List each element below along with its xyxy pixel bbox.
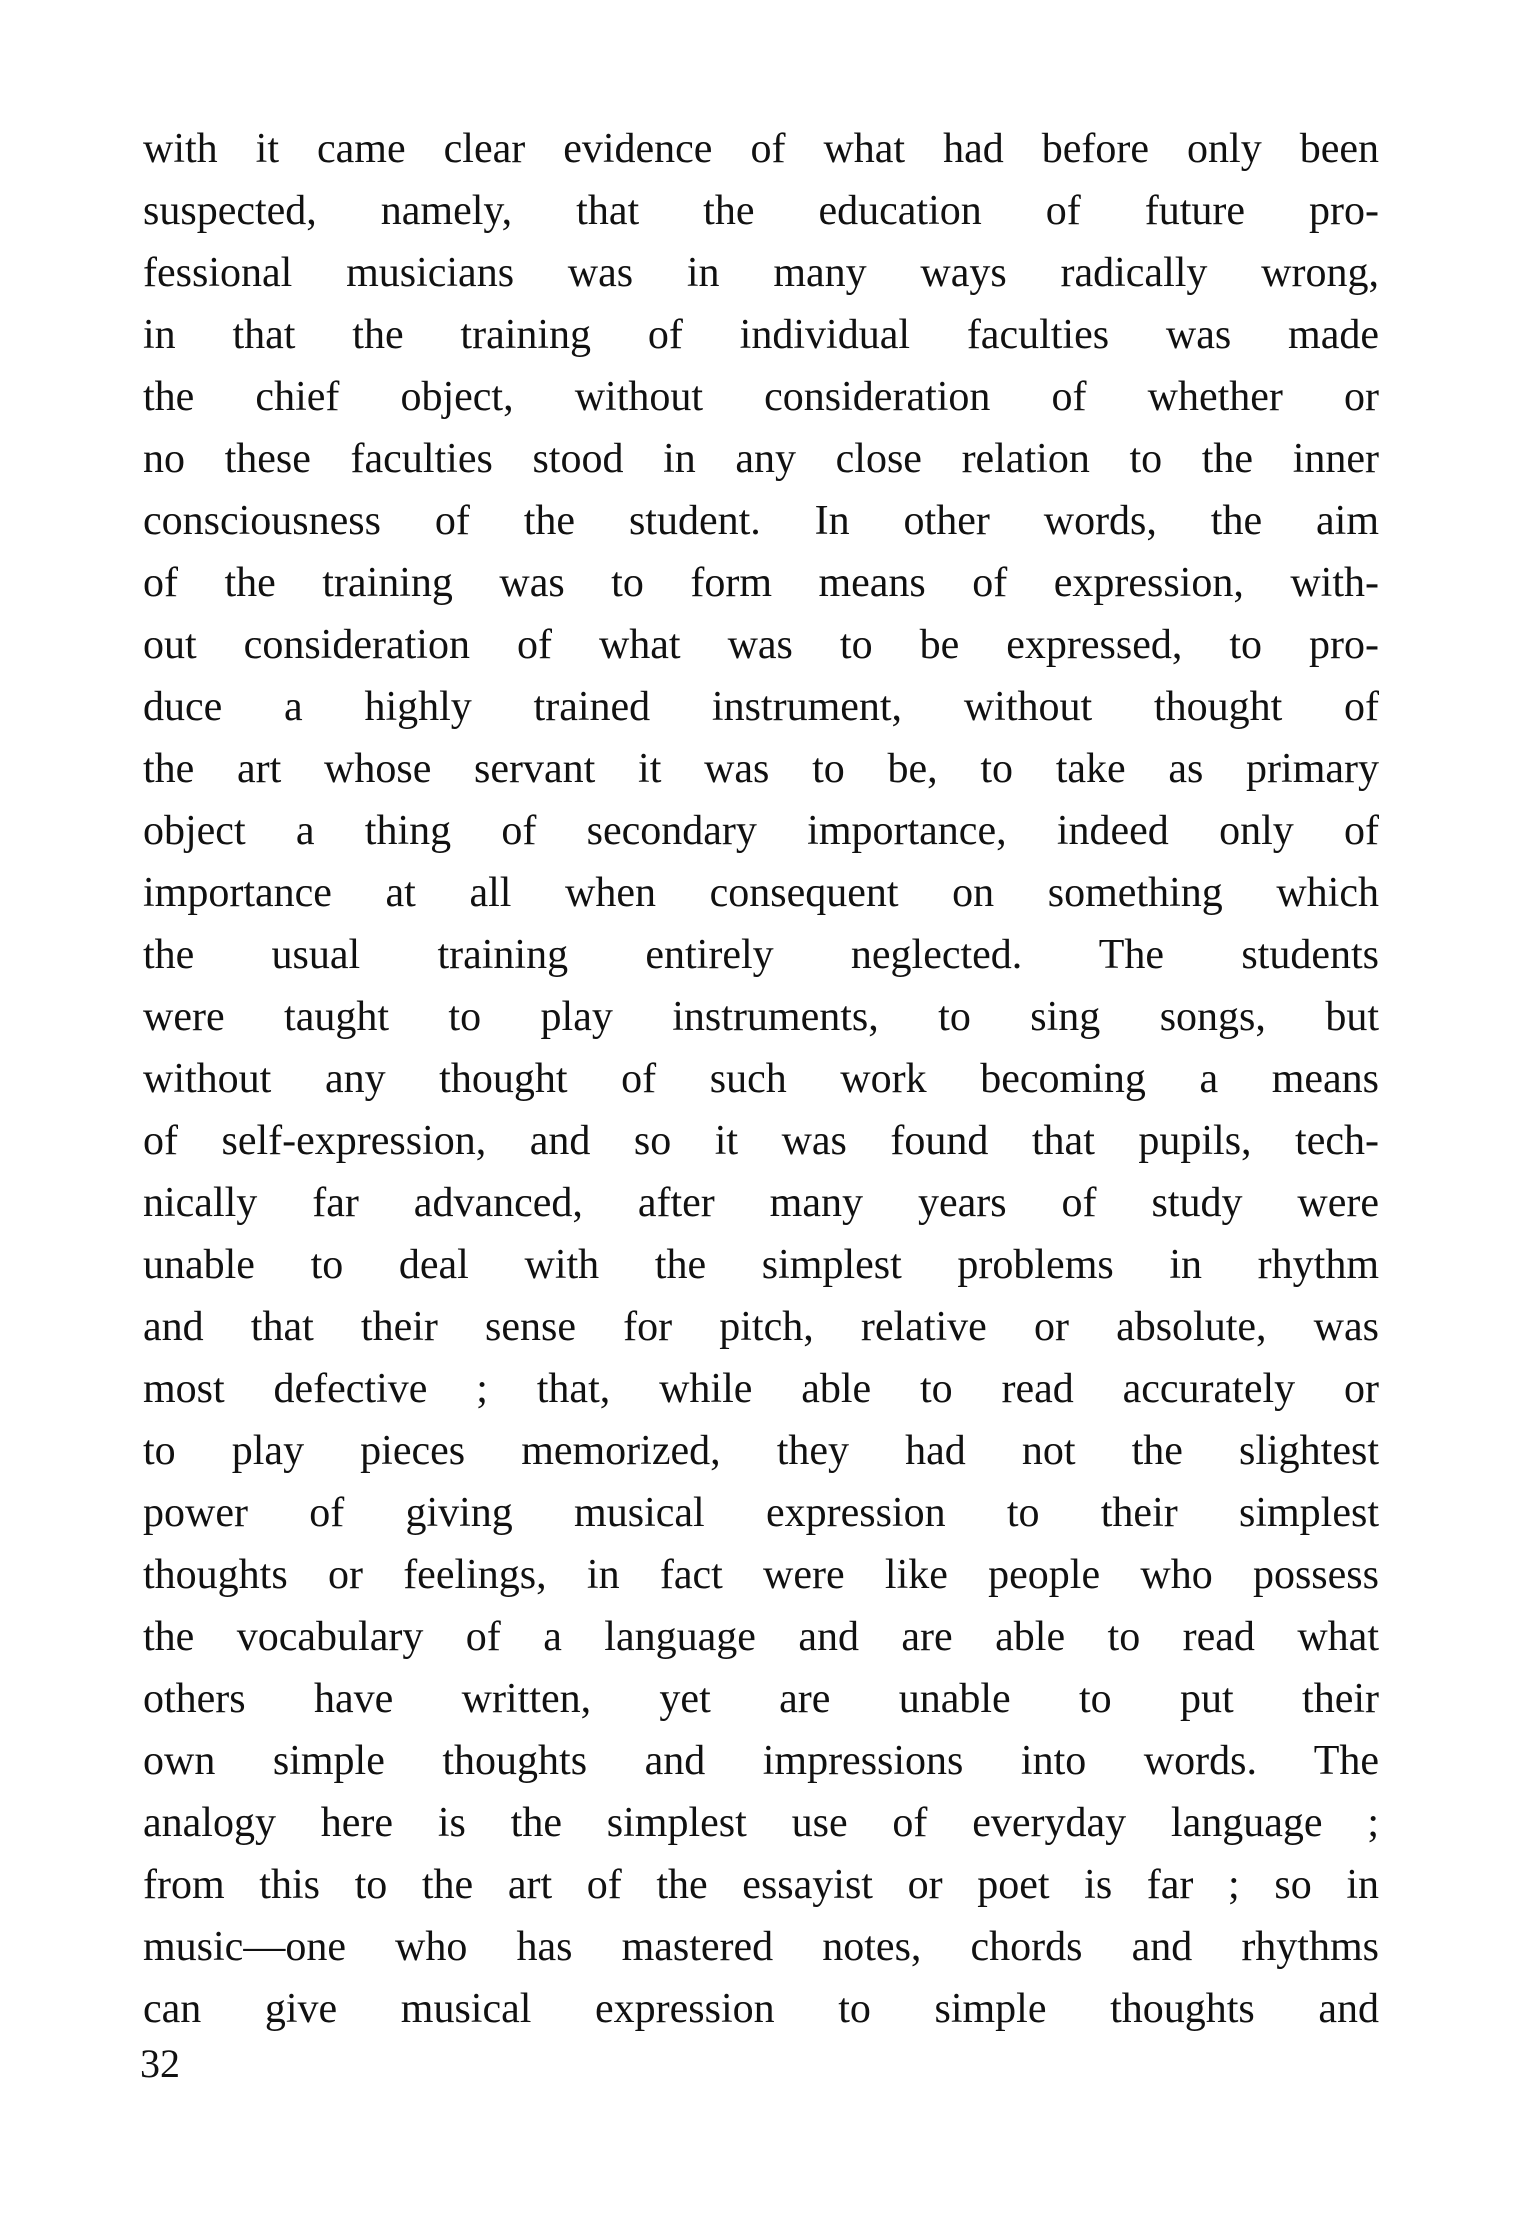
text-line: object a thing of secondary importance, indeed only of [143,808,1379,854]
body-text [143,118,1379,2040]
text-line: without any thought of such work becoming a means [143,1056,1379,1102]
text-line: importance at all when consequent on something which [143,870,1379,916]
text-line: in that the training of individual faculties was made [143,312,1379,358]
text-line: consciousness of the student. In other words, the aim [143,498,1379,544]
text-line: analogy here is the simplest use of everyday language ; [143,1800,1379,1846]
text-line: most defective ; that, while able to read accurately or [143,1366,1379,1412]
text-line: duce a highly trained instrument, without thought of [143,684,1379,730]
text-line: out consideration of what was to be expressed, to pro- [143,622,1379,668]
text-line: the art whose servant it was to be, to take as primary [143,746,1379,792]
text-line: others have written, yet are unable to put their [143,1676,1379,1722]
text-line: own simple thoughts and impressions into words. The [143,1738,1379,1784]
text-line: the vocabulary of a language and are able to read what [143,1614,1379,1660]
text-line: music—one who has mastered notes, chords and rhythms [143,1924,1379,1970]
text-line: the chief object, without consideration of whether or [143,374,1379,420]
text-line: fessional musicians was in many ways radically wrong, [143,250,1379,296]
text-line: the usual training entirely neglected. The students [143,932,1379,978]
text-line: were taught to play instruments, to sing songs, but [143,994,1379,1040]
text-line: with it came clear evidence of what had before only been [143,126,1379,172]
text-line: of self-expression, and so it was found that pupils, tech- [143,1118,1379,1164]
text-line: can give musical expression to simple thoughts and [143,1986,1379,2032]
text-line: no these faculties stood in any close relation to the inner [143,436,1379,482]
text-line: power of giving musical expression to their simplest [143,1490,1379,1536]
text-line: unable to deal with the simplest problems in rhythm [143,1242,1379,1288]
text-line: of the training was to form means of expression, with- [143,560,1379,606]
text-line: suspected, namely, that the education of future pro- [143,188,1379,234]
text-line: and that their sense for pitch, relative or absolute, was [143,1304,1379,1350]
text-line: nically far advanced, after many years of study were [143,1180,1379,1226]
text-line: to play pieces memorized, they had not the slightest [143,1428,1379,1474]
text-line: from this to the art of the essayist or poet is far ; so in [143,1862,1379,1908]
text-line: thoughts or feelings, in fact were like people who possess [143,1552,1379,1598]
page-number: 32 [140,2041,180,2086]
